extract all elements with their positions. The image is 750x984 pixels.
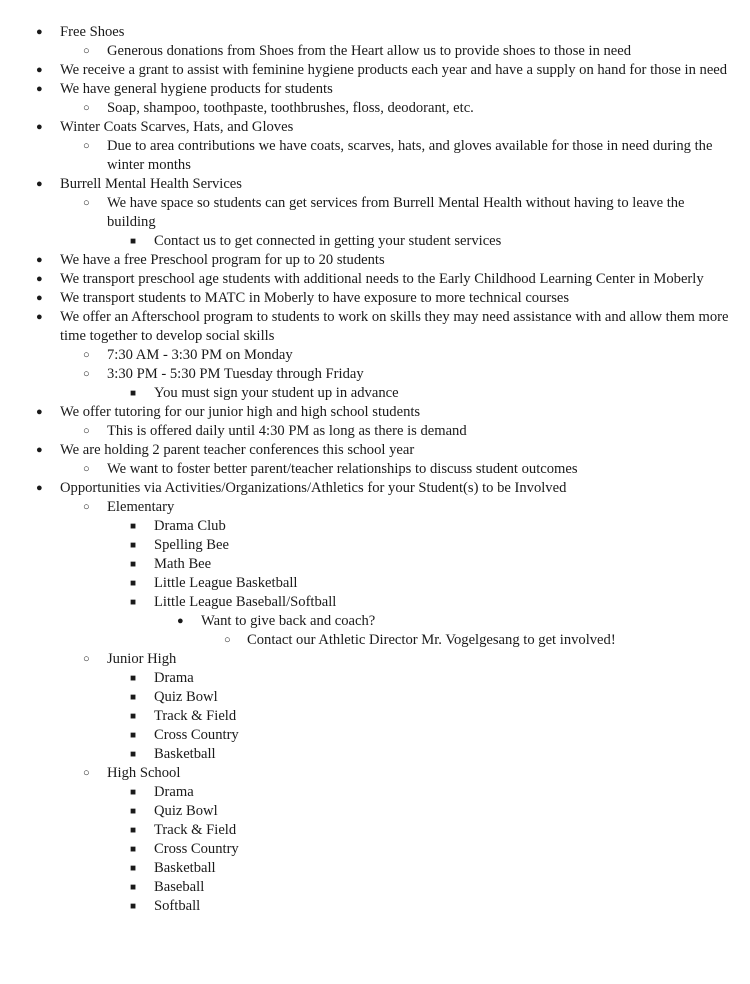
square-bullet-icon: ■ bbox=[130, 388, 137, 399]
list-item-text: Track & Field bbox=[154, 708, 237, 724]
square-bullet-icon: ■ bbox=[130, 578, 137, 589]
list-item-level-1 bbox=[0, 194, 750, 232]
hollow-circle-bullet-icon: ○ bbox=[224, 634, 231, 646]
list-item-level-1 bbox=[0, 365, 750, 384]
list-item-text: We transport preschool age students with additional needs to the Early Childhood Learning Center in Moberly bbox=[60, 271, 704, 287]
list-item-level-2 bbox=[0, 840, 750, 859]
list-item-level-2 bbox=[0, 859, 750, 878]
list-item-text: Spelling Bee bbox=[154, 537, 229, 553]
filled-circle-bullet-icon: ● bbox=[36, 311, 43, 323]
list-item-text: Want to give back and coach? bbox=[201, 613, 376, 629]
list-item-level-3 bbox=[0, 612, 750, 631]
list-item-level-2 bbox=[0, 384, 750, 403]
square-bullet-icon: ■ bbox=[130, 559, 137, 570]
list-item-level-0 bbox=[0, 289, 750, 308]
hollow-circle-bullet-icon: ○ bbox=[83, 140, 90, 152]
list-item-level-1 bbox=[0, 460, 750, 479]
hollow-circle-bullet-icon: ○ bbox=[83, 368, 90, 380]
list-item-text: Junior High bbox=[107, 651, 177, 667]
list-item-level-0 bbox=[0, 403, 750, 422]
list-item-text: Due to area contributions we have coats, scarves, hats, and gloves available for those in need during the winter months bbox=[107, 138, 713, 173]
hollow-circle-bullet-icon: ○ bbox=[83, 653, 90, 665]
list-item-text: Winter Coats Scarves, Hats, and Gloves bbox=[60, 119, 294, 135]
list-item-level-0 bbox=[0, 23, 750, 42]
square-bullet-icon: ■ bbox=[130, 236, 137, 247]
filled-circle-bullet-icon: ● bbox=[36, 482, 43, 494]
list-item-level-0 bbox=[0, 118, 750, 137]
list-item-text: Cross Country bbox=[154, 841, 239, 857]
list-item-text: Little League Basketball bbox=[154, 575, 298, 591]
square-bullet-icon: ■ bbox=[130, 825, 137, 836]
filled-circle-bullet-icon: ● bbox=[36, 178, 43, 190]
list-item-level-4 bbox=[0, 631, 750, 650]
hollow-circle-bullet-icon: ○ bbox=[83, 45, 90, 57]
list-item-level-0 bbox=[0, 61, 750, 80]
list-item-level-2 bbox=[0, 802, 750, 821]
list-item-text: Elementary bbox=[107, 499, 175, 515]
filled-circle-bullet-icon: ● bbox=[36, 406, 43, 418]
list-item-level-2 bbox=[0, 593, 750, 612]
list-item-text: Soap, shampoo, toothpaste, toothbrushes, floss, deodorant, etc. bbox=[107, 100, 474, 116]
list-item-level-2 bbox=[0, 669, 750, 688]
list-item-text: Generous donations from Shoes from the Heart allow us to provide shoes to those in need bbox=[107, 43, 632, 59]
list-item-text: Track & Field bbox=[154, 822, 237, 838]
list-item-text: Cross Country bbox=[154, 727, 239, 743]
list-item-level-1 bbox=[0, 42, 750, 61]
list-item-level-2 bbox=[0, 536, 750, 555]
filled-circle-bullet-icon: ● bbox=[36, 64, 43, 76]
hollow-circle-bullet-icon: ○ bbox=[83, 767, 90, 779]
list-item-text: This is offered daily until 4:30 PM as long as there is demand bbox=[107, 423, 467, 439]
list-item-level-1 bbox=[0, 137, 750, 175]
list-item-text: Quiz Bowl bbox=[154, 689, 218, 705]
list-item-level-2 bbox=[0, 897, 750, 916]
list-item-level-1 bbox=[0, 650, 750, 669]
list-item-text: Contact our Athletic Director Mr. Vogelgesang to get involved! bbox=[247, 632, 616, 648]
square-bullet-icon: ■ bbox=[130, 597, 137, 608]
list-item-text: Drama bbox=[154, 784, 194, 800]
square-bullet-icon: ■ bbox=[130, 711, 137, 722]
list-item-text: We are holding 2 parent teacher conferences this school year bbox=[60, 442, 415, 458]
filled-circle-bullet-icon: ● bbox=[36, 83, 43, 95]
list-item-text: We want to foster better parent/teacher relationships to discuss student outcomes bbox=[107, 461, 578, 477]
filled-circle-bullet-icon: ● bbox=[36, 121, 43, 133]
square-bullet-icon: ■ bbox=[130, 863, 137, 874]
square-bullet-icon: ■ bbox=[130, 882, 137, 893]
list-item-level-1 bbox=[0, 498, 750, 517]
square-bullet-icon: ■ bbox=[130, 844, 137, 855]
list-item-level-2 bbox=[0, 745, 750, 764]
list-item-text: Opportunities via Activities/Organizations/Athletics for your Student(s) to be Involved bbox=[60, 480, 567, 496]
hollow-circle-bullet-icon: ○ bbox=[83, 102, 90, 114]
list-item-text: Little League Baseball/Softball bbox=[154, 594, 337, 610]
list-item-level-2 bbox=[0, 232, 750, 251]
list-item-text: We have a free Preschool program for up to 20 students bbox=[60, 252, 385, 268]
list-item-text: Quiz Bowl bbox=[154, 803, 218, 819]
list-item-level-2 bbox=[0, 726, 750, 745]
square-bullet-icon: ■ bbox=[130, 540, 137, 551]
list-item-text: 3:30 PM - 5:30 PM Tuesday through Friday bbox=[107, 366, 364, 382]
bulleted-list bbox=[0, 23, 750, 916]
list-item-text: We offer an Afterschool program to students to work on skills they may need assistance with and allow them more time together to develop social skills bbox=[60, 309, 729, 344]
list-item-text: Softball bbox=[154, 898, 201, 914]
list-item-text: Burrell Mental Health Services bbox=[60, 176, 242, 192]
square-bullet-icon: ■ bbox=[130, 806, 137, 817]
list-item-text: Contact us to get connected in getting your student services bbox=[154, 233, 502, 249]
list-item-level-0 bbox=[0, 441, 750, 460]
list-item-level-0 bbox=[0, 479, 750, 498]
list-item-level-1 bbox=[0, 99, 750, 118]
square-bullet-icon: ■ bbox=[130, 749, 137, 760]
list-item-level-2 bbox=[0, 878, 750, 897]
square-bullet-icon: ■ bbox=[130, 730, 137, 741]
list-item-level-0 bbox=[0, 175, 750, 194]
square-bullet-icon: ■ bbox=[130, 787, 137, 798]
square-bullet-icon: ■ bbox=[130, 901, 137, 912]
list-item-level-2 bbox=[0, 517, 750, 536]
square-bullet-icon: ■ bbox=[130, 673, 137, 684]
list-item-level-0 bbox=[0, 308, 750, 346]
list-item-level-2 bbox=[0, 688, 750, 707]
list-item-level-0 bbox=[0, 80, 750, 99]
list-item-level-2 bbox=[0, 555, 750, 574]
list-item-text: You must sign your student up in advance bbox=[154, 385, 399, 401]
hollow-circle-bullet-icon: ○ bbox=[83, 463, 90, 475]
filled-circle-bullet-icon: ● bbox=[36, 26, 43, 38]
list-item-text: Math Bee bbox=[154, 556, 212, 572]
filled-circle-bullet-icon: ● bbox=[36, 292, 43, 304]
hollow-circle-bullet-icon: ○ bbox=[83, 349, 90, 361]
list-item-level-2 bbox=[0, 783, 750, 802]
filled-circle-bullet-icon: ● bbox=[36, 273, 43, 285]
list-item-text: Drama bbox=[154, 670, 194, 686]
list-item-text: We transport students to MATC in Moberly to have exposure to more technical courses bbox=[60, 290, 570, 306]
list-item-level-0 bbox=[0, 270, 750, 289]
list-item-text: We receive a grant to assist with feminine hygiene products each year and have a supply on hand for those in need bbox=[60, 62, 728, 78]
filled-circle-bullet-icon: ● bbox=[177, 615, 184, 627]
list-item-level-1 bbox=[0, 422, 750, 441]
filled-circle-bullet-icon: ● bbox=[36, 444, 43, 456]
list-item-level-2 bbox=[0, 707, 750, 726]
list-item-level-2 bbox=[0, 821, 750, 840]
list-item-text: We offer tutoring for our junior high and high school students bbox=[60, 404, 421, 420]
list-item-text: Basketball bbox=[154, 860, 216, 876]
list-item-level-2 bbox=[0, 574, 750, 593]
list-item-text: Basketball bbox=[154, 746, 216, 762]
list-item-text: Free Shoes bbox=[60, 24, 125, 40]
hollow-circle-bullet-icon: ○ bbox=[83, 501, 90, 513]
hollow-circle-bullet-icon: ○ bbox=[83, 197, 90, 209]
list-item-text: We have space so students can get services from Burrell Mental Health without having to leave the building bbox=[107, 195, 685, 230]
list-item-level-1 bbox=[0, 346, 750, 365]
filled-circle-bullet-icon: ● bbox=[36, 254, 43, 266]
list-item-level-1 bbox=[0, 764, 750, 783]
hollow-circle-bullet-icon: ○ bbox=[83, 425, 90, 437]
square-bullet-icon: ■ bbox=[130, 521, 137, 532]
square-bullet-icon: ■ bbox=[130, 692, 137, 703]
list-item-text: High School bbox=[107, 765, 181, 781]
list-item-text: Baseball bbox=[154, 879, 205, 895]
list-item-text: Drama Club bbox=[154, 518, 226, 534]
list-item-text: We have general hygiene products for students bbox=[60, 81, 333, 97]
list-item-level-0 bbox=[0, 251, 750, 270]
list-item-text: 7:30 AM - 3:30 PM on Monday bbox=[107, 347, 293, 363]
